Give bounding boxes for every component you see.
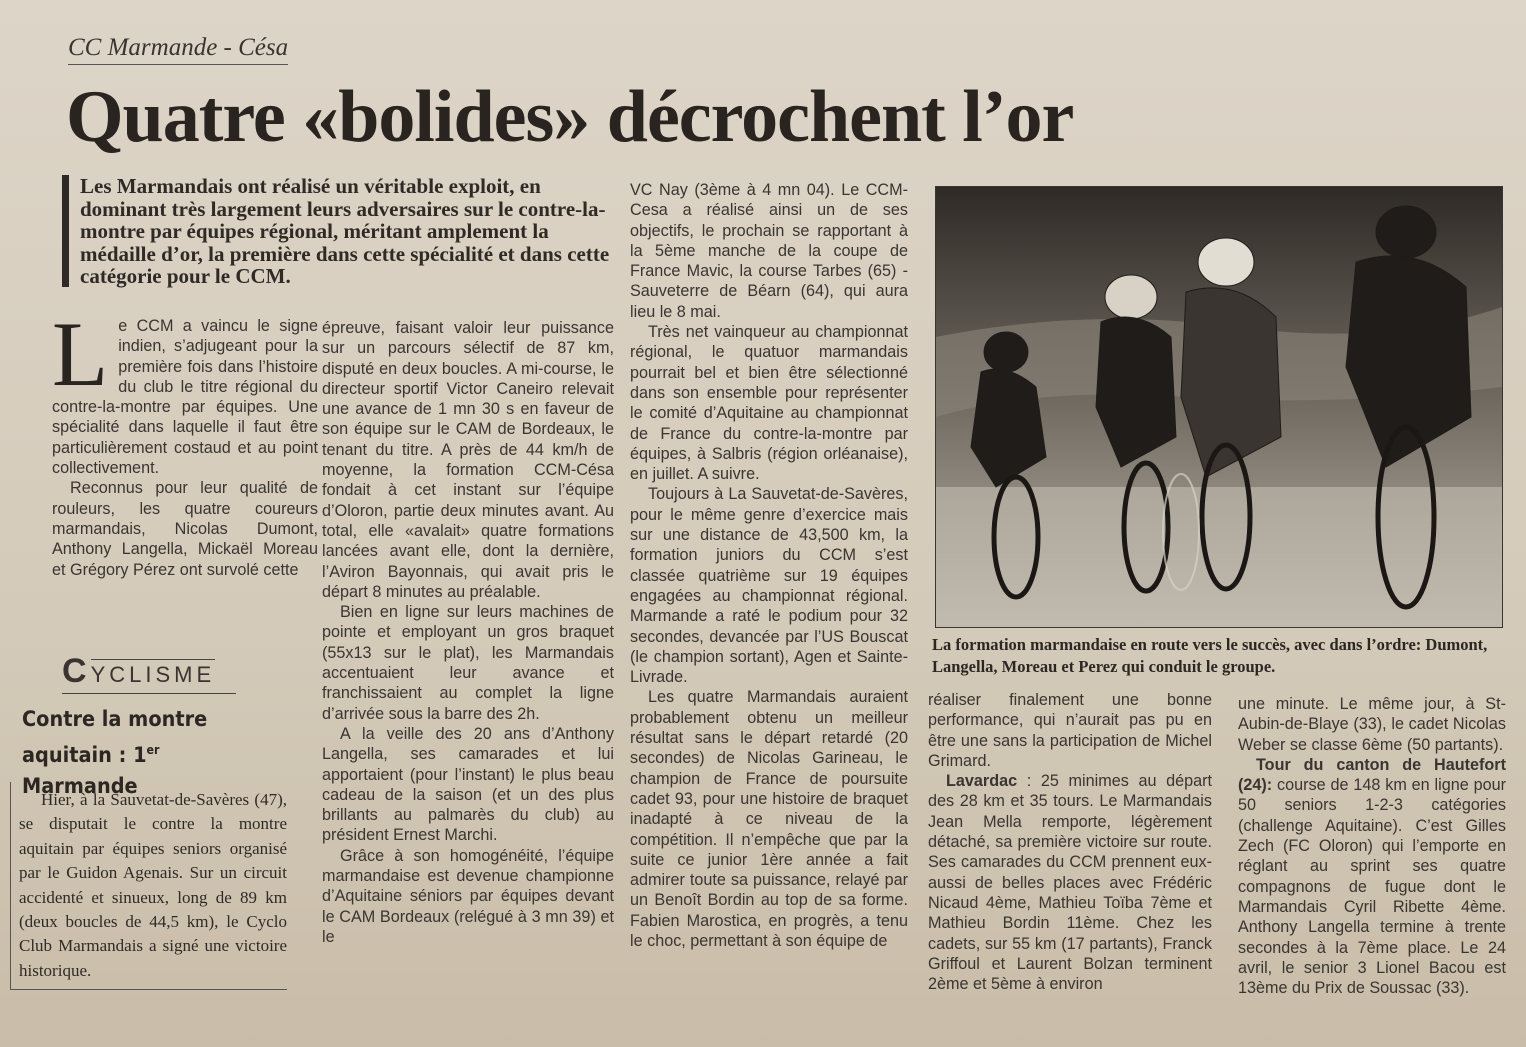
paragraph xyxy=(928,771,1212,994)
section-label-cyclisme xyxy=(62,652,236,694)
article-column-2 xyxy=(322,318,614,947)
article-column-3 xyxy=(630,180,908,951)
article-column-1 xyxy=(52,303,318,580)
race-name: Tour du canton de Hautefort (24): xyxy=(1238,755,1506,795)
paragraph: Grâce à son homogénéité, l’équipe marmandaise est devenue championne d’Aquitaine séniors par équipes devant le CAM Bordeaux (relégué à 3 mn 39) et le xyxy=(322,846,614,946)
article-headline: Quatre «bolides» décrochent l’or xyxy=(66,76,1074,158)
place-name: Lavardac xyxy=(946,772,1018,791)
paragraph: épreuve, faisant valoir leur puissance sur un parcours sélectif de 87 km, disputé en deux boucles. A mi-course, le directeur sportif Victor Caneiro relevait une avance de 1 mn 30 s en faveur de son équipe sur le CAM de Bordeaux, le tenant du titre. A près de 44 km/h de moyenne, la formation CCM-Césa fondait à cet instant sur l’équipe d’Oloron, partie deux minutes avant. Au total, elle «avalait» quatre formations lancées avant elle, dont la dernière, l’Aviron Bayonnais, qui avait pris le départ 8 minutes au préalable. xyxy=(322,319,614,601)
paragraph: A la veille des 20 ans d’Anthony Langella, ses camarades et lui apportaient (pour l’instant) le plus beau cadeau de la saison (et un des plus brillants au palmarès du club) au président Ernest Marchi. xyxy=(322,724,614,845)
sidebar-brief xyxy=(10,782,287,990)
sidebar-body: Hier, à la Sauvetat-de-Savères (47), se disputait le contre la montre aquitain par équipes seniors organisé par le Guidon Agenais. Sur un circuit accidenté et sinueux, long de 89 km (deux boucles de 44,5 km), le Cyclo Club Marmandais a signé une victoire historique. xyxy=(19,790,287,980)
sidebar-headline-line1: Contre la montre xyxy=(22,707,208,731)
paragraph: Très net vainqueur au championnat régional, le quatuor marmandais pourrait bel et bien être sélectionné dans son ensemble pour représenter le comité d’Aquitaine au championnat de France du contre-la-montre par équipes, à Salbris (région orléanaise), en juillet. A suivre. xyxy=(630,323,908,484)
cyclists-photo xyxy=(935,186,1503,628)
paragraph: Bien en ligne sur leurs machines de pointe et employant un gros braquet (55x13 sur le plat), les Marmandais accentuaient leur avance et franchissaient au complet la ligne d’arrivée sous la barre des 2h. xyxy=(322,603,614,723)
article-kicker: CC Marmande - Césa xyxy=(68,34,288,65)
photo-illustration xyxy=(936,187,1502,627)
article-lead: Les Marmandais ont réalisé un véritable exploit, en dominant très largement leurs adversaires sur le contre-la-montre par équipes régional, méritant amplement la médaille d’or, la première dans cette spécialité et dans cette catégorie pour le CCM. xyxy=(80,174,610,288)
paragraph: réaliser finalement une bonne performance, qui n’aurait pas pu en être une sans la participation de Michel Grimard. xyxy=(928,691,1212,770)
sidebar-headline-part: Marmande xyxy=(22,774,138,798)
paragraph: Toujours à La Sauvetat-de-Savères, pour le même genre d’exercice mais sur une distance de 43,500 km, la formation juniors du CCM s’est classée quatrième sur 19 équipes engagées au championnat régional. Marmande a raté le podium pour 32 secondes, devancée par l’US Bouscat (le champion sortant), Agen et Sainte-Livrade. xyxy=(630,485,908,687)
paragraph: Reconnus pour leur qualité de rouleurs, les quatre coureurs marmandais, Nicolas Dumont, Anthony Langella, Mickaël Moreau et Grégory Pérez ont survolé cette xyxy=(52,479,318,579)
paragraph xyxy=(1238,755,1506,999)
section-rest: YCLISME xyxy=(91,659,216,688)
paragraph: une minute. Le même jour, à St-Aubin-de-Blaye (33), le cadet Nicolas Weber se classe 6ème (50 partants). xyxy=(1238,695,1506,754)
paragraph: Les quatre Marmandais auraient probablement obtenu un meilleur résultat sans le départ retardé (20 secondes) de Nicolas Garineau, le champion de France de poursuite cadet 93, pour une histoire de braquet inadapté à ce niveau de la compétition. Il n’empêche que par la suite ce junior 1ère année a fait admirer toute sa puissance, relayé par un Benoît Bordin au top de sa forme. Fabien Marostica, en progrès, a tenu le choc, permettant à son équipe de xyxy=(630,688,908,950)
sidebar-headline-part: aquitain : 1 xyxy=(22,743,147,767)
paragraph: VC Nay (3ème à 4 mn 04). Le CCM-Cesa a réalisé ainsi un de ses objectifs, le prochain se rapportant à la 5ème manche de la coupe de France Mavic, la course Tarbes (65) - Sauveterre de Béarn (64), qui aura lieu le 8 mai. xyxy=(630,181,908,321)
paragraph-text: course de 148 km en ligne pour 50 seniors 1-2-3 catégories (challenge Aquitaine). C’est Gilles Zech (FC Oloron) qui l’emporte en réglant au sprint ses quatre compagnons de fugue dont le Marmandais Cyril Ribette 4ème. Anthony Langella termine à trente secondes à la 7ème place. Le 24 avril, le senior 3 Lionel Bacou est 13ème du Prix de Soussac (33). xyxy=(1238,776,1506,998)
article-column-4 xyxy=(928,690,1212,994)
paragraph-text: : 25 minimes au départ des 28 km et 35 tours. Le Marmandais Jean Mella remporte, légèrement détaché, sa première victoire sur route. Ses camarades du CCM prennent eux-aussi de belles places avec Frédéric Nicaud 4ème, Mathieu Toïba 7ème et Mathieu Bordin 11ème. Chez les cadets, sur 55 km (17 partants), Franck Griffoul et Laurent Bolzan terminent 2ème et 5ème à environ xyxy=(928,772,1212,994)
section-initial: C xyxy=(62,652,87,690)
drop-cap: L xyxy=(52,303,109,405)
photo-caption: La formation marmandaise en route vers le succès, avec dans l’ordre: Dumont, Langella, Moreau et Perez qui conduit le groupe. xyxy=(932,635,1488,676)
article-column-5 xyxy=(1238,694,1506,998)
paragraph: e CCM a vaincu le signe indien, s’adjugeant pour la première fois dans l’histoire du club le titre régional du contre-la-montre par équipes. Une spécialité dans laquelle il faut être particulièrement costaud et au point collectivement. xyxy=(52,317,318,478)
ordinal-suffix: er xyxy=(146,743,160,757)
lead-rule xyxy=(62,175,69,287)
